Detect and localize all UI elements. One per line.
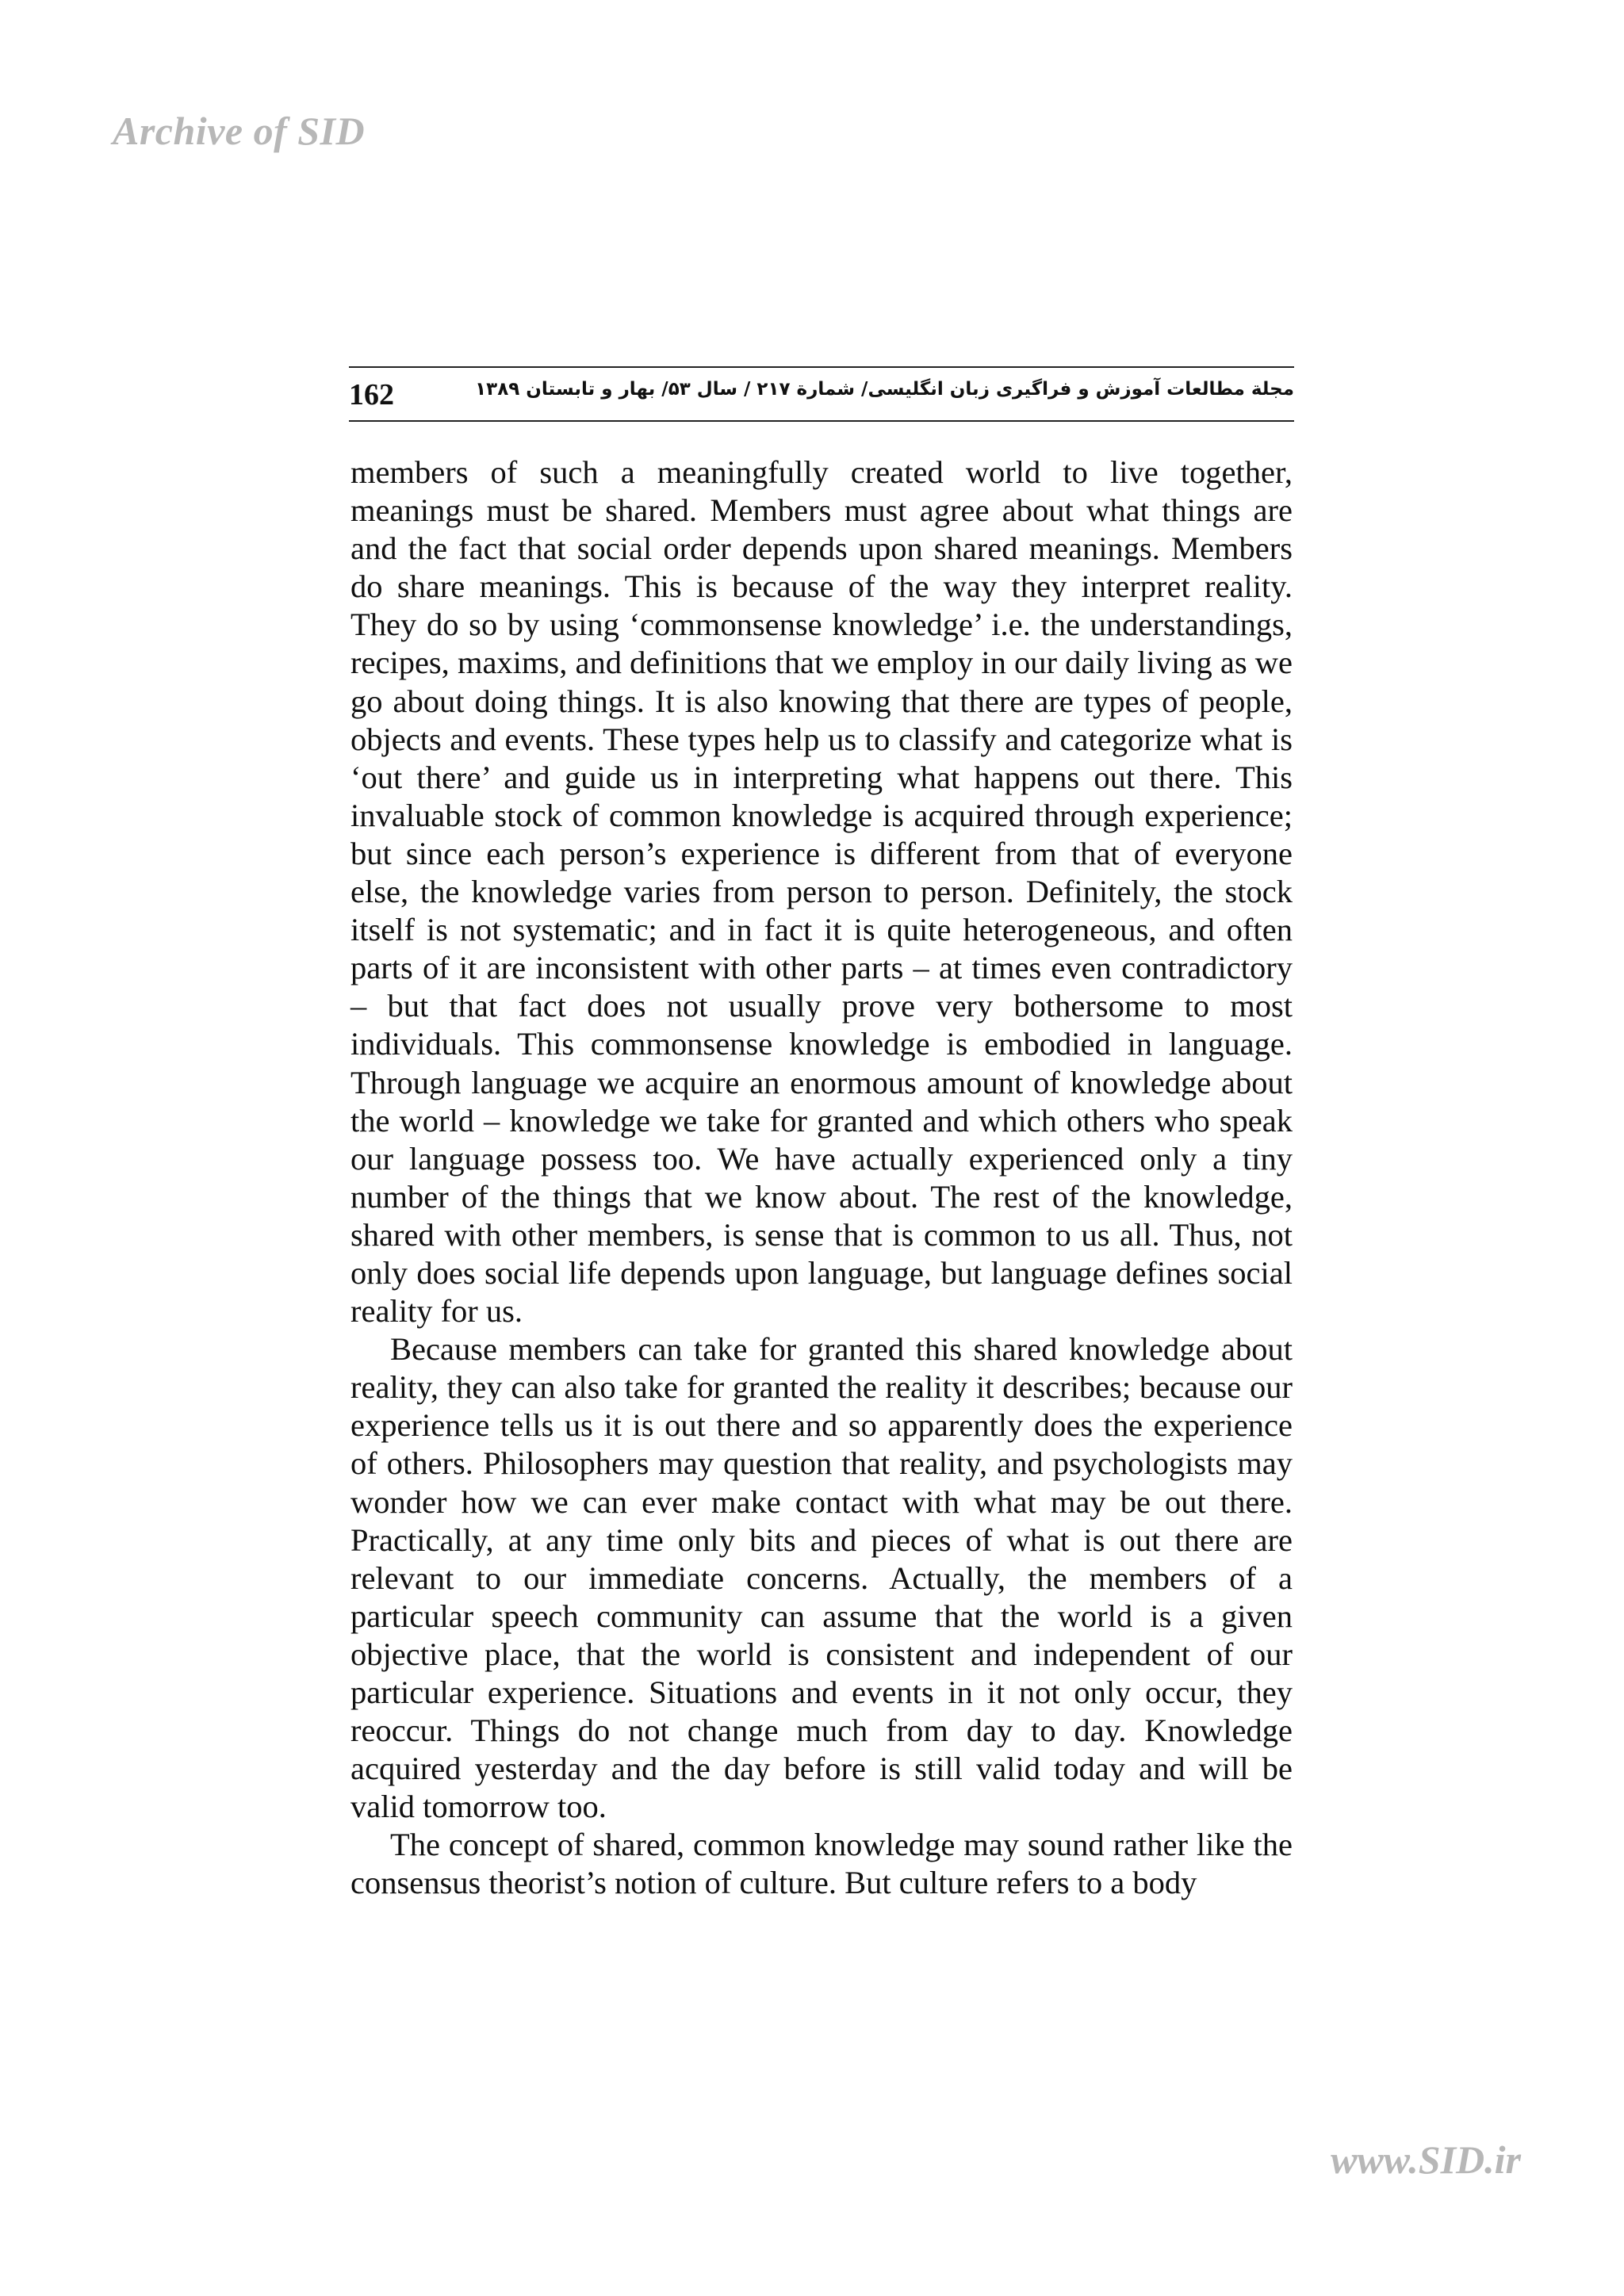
journal-title: مجلة مطالعات آموزش و فراگیری زبان انگلیسی/ شمارة ۲۱۷ / سال ۵۳/ بهار و تابستان ۱۳۸۹: [475, 379, 1294, 400]
paragraph: members of such a meaningfully created world to live together, meanings must be shared. Members must agree about what things are and the fact that social order depends upon shared meanings. Members do share meanings. This is because of the way they interpret reality. They do so by using ‘commonsense knowledge’ i.e. the understandings, recipes, maxims, and definitions that we employ in our daily living as we go about doing things. It is also knowing that there are types of people, objects and events. These types help us to classify and categorize what is ‘out there’ and guide us in interpreting what happens out there. This invaluable stock of common knowledge is acquired through experience; but since each person’s experience is different from that of everyone else, the knowledge varies from person to person. Definitely, the stock itself is not systematic; and in fact it is quite heterogeneous, and often parts of it are inconsistent with other parts – at times even contradictory – but that fact does not usually prove very bothersome to most individuals. This commonsense knowledge is embodied in language. Through language we acquire an enormous amount of knowledge about the world – knowledge we take for granted and which others who speak our language possess too. We have actually experienced only a tiny number of the things that we know about. The rest of the knowledge, shared with other members, is sense that is common to us all. Thus, not only does social life depends upon language, but language defines social reality for us.: [350, 454, 1293, 1330]
running-header: [349, 366, 1294, 422]
page-number: 162: [349, 378, 394, 411]
body-text: [350, 453, 1293, 1903]
sid-url-watermark: www.SID.ir: [1331, 2137, 1521, 2182]
paragraph: The concept of shared, common knowledge may sound rather like the consensus theorist’s notion of culture. But culture refers to a body: [350, 1827, 1293, 1901]
paragraph: Because members can take for granted this shared knowledge about reality, they can also take for granted the reality it describes; because our experience tells us it is out there and so apparently does the experience of others. Philosophers may question that reality, and psychologists may wonder how we can ever make contact with what may be out there. Practically, at any time only bits and pieces of what is out there are relevant to our immediate concerns. Actually, the members of a particular speech community can assume that the world is a given objective place, that the world is consistent and independent of our particular experience. Situations and events in it not only occur, they reoccur. Things do not change much from day to day. Knowledge acquired yesterday and the day before is still valid today and will be valid tomorrow too.: [350, 1331, 1293, 1825]
archive-watermark: Archive of SID: [113, 109, 366, 153]
